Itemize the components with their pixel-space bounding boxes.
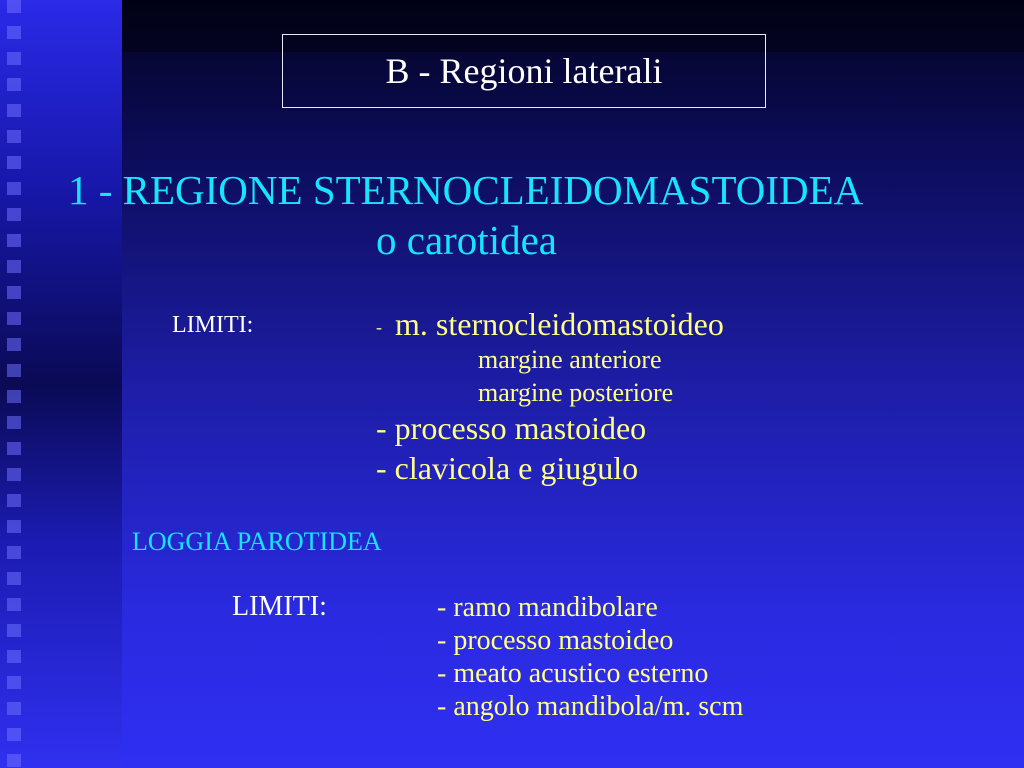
limit-subitem: margine anteriore	[478, 345, 662, 374]
limit-item: m. sternocleidomastoideo	[395, 306, 724, 342]
slide-title: B - Regioni laterali	[385, 51, 663, 91]
loggia-limit-item: - ramo mandibolare	[437, 592, 658, 623]
limit-subitem: margine posteriore	[478, 378, 674, 407]
loggia-limit-item: - meato acustico esterno	[437, 658, 709, 689]
loggia-limit-item: - angolo mandibola/m. scm	[437, 691, 744, 722]
slide-title-box	[282, 34, 766, 108]
limits-label-2: LIMITI:	[232, 591, 327, 622]
region-heading-line1: 1 - REGIONE STERNOCLEIDOMASTOIDEA	[68, 167, 864, 213]
limit-item: - clavicola e giugulo	[376, 450, 639, 486]
decorative-squares	[0, 0, 30, 768]
bullet-dash: -	[376, 317, 382, 337]
limit-item: - processo mastoideo	[376, 410, 647, 446]
loggia-heading: LOGGIA PAROTIDEA	[132, 527, 382, 556]
limits-label-1: LIMITI:	[172, 312, 254, 338]
loggia-limit-item: - processo mastoideo	[437, 625, 674, 656]
region-heading-line2: o carotidea	[376, 217, 557, 263]
